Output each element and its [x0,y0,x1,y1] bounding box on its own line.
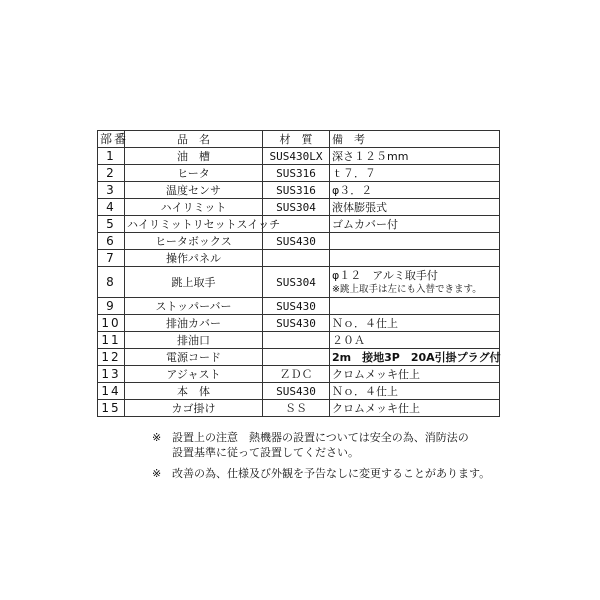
material-cell [263,332,330,349]
material-cell: ＳＳ [263,400,330,417]
header-remarks: 備 考 [330,131,500,148]
remarks-cell [330,383,500,400]
table-row [98,148,500,165]
remarks-cell [330,250,500,267]
part-name-cell: 電源コード [125,349,263,366]
footnote [152,430,552,460]
table-row [98,216,500,233]
part-name-cell: カゴ掛け [125,400,263,417]
material-cell: SUS430 [263,233,330,250]
part-number-cell: 8 [98,267,125,298]
reference-mark: ※ [152,467,162,480]
material-cell: SUS430 [263,298,330,315]
reference-mark: ※ [152,431,162,444]
part-name-cell: アジャスト [125,366,263,383]
parts-table-body [98,148,500,417]
table-row [98,366,500,383]
header-material: 材 質 [263,131,330,148]
footnote-line: 改善の為、仕様及び外観を予告なしに変更することがあります。 [172,467,491,480]
remarks-cell [330,366,500,383]
part-number-cell: 2 [98,165,125,182]
table-row [98,233,500,250]
remarks-line: 液体膨張式 [332,200,387,214]
material-cell: ＺＤＣ [263,366,330,383]
remarks-line: φ１２ アルミ取手付 [332,269,438,282]
material-cell: SUS430LX [263,148,330,165]
remarks-line: ※跳上取手は左にも入替できます。 [332,284,482,295]
table-row [98,400,500,417]
remarks-line: クロムメッキ仕上 [332,367,420,381]
part-number-cell: 9 [98,298,125,315]
remarks-line: Ｎｏ．４仕上 [332,384,398,398]
header-part-name: 品 名 [125,131,263,148]
part-number-cell: 14 [98,383,125,400]
remarks-line: ゴムカバー付 [332,217,398,231]
part-number-cell: 12 [98,349,125,366]
table-row [98,199,500,216]
remarks-cell [330,315,500,332]
part-number-cell: 15 [98,400,125,417]
parts-table [97,130,500,417]
table-row [98,298,500,315]
part-number-cell: 4 [98,199,125,216]
part-name-cell: 温度センサ [125,182,263,199]
table-row [98,315,500,332]
material-cell [263,250,330,267]
remarks-line: φ３．２ [332,183,373,197]
remarks-cell [330,199,500,216]
part-name-cell: ハイリミットリセットスイッチ [125,216,263,233]
remarks-cell [330,216,500,233]
part-name-cell: 排油カバー [125,315,263,332]
footnote [152,466,552,481]
remarks-cell [330,332,500,349]
part-number-cell: 3 [98,182,125,199]
remarks-cell [330,349,500,366]
part-name-cell: 排油口 [125,332,263,349]
part-name-cell: 操作パネル [125,250,263,267]
part-number-cell: 6 [98,233,125,250]
part-name-cell: ヒータボックス [125,233,263,250]
part-number-cell: 13 [98,366,125,383]
header-part-number: 部番 [98,131,125,148]
remarks-cell [330,298,500,315]
remarks-line: 深さ１２５mm [332,149,409,163]
part-number-cell: 5 [98,216,125,233]
table-header-row [98,131,500,148]
table-row [98,182,500,199]
material-cell: SUS430 [263,315,330,332]
part-name-cell: 本 体 [125,383,263,400]
remarks-cell [330,233,500,250]
footnote-line: 設置上の注意 熱機器の設置については安全の為、消防法の [172,431,469,444]
part-name-cell: ハイリミット [125,199,263,216]
material-cell [263,349,330,366]
remarks-line: 2m 接地3P 20A引掛プラグ付 [332,350,501,364]
remarks-cell [330,400,500,417]
part-name-cell: ストッパーバー [125,298,263,315]
table-row [98,383,500,400]
remarks-line: クロムメッキ仕上 [332,401,420,415]
table-row [98,349,500,366]
part-name-cell: 油 槽 [125,148,263,165]
material-cell: SUS430 [263,383,330,400]
footnote-line: 設置基準に従って設置してください。 [172,446,359,459]
part-number-cell: 1 [98,148,125,165]
table-row [98,165,500,182]
part-number-cell: 11 [98,332,125,349]
remarks-cell [330,267,500,298]
remarks-line: ｔ７．７ [332,166,376,180]
notes-section [152,430,552,487]
table-row [98,332,500,349]
table-row [98,267,500,298]
remarks-cell [330,165,500,182]
remarks-cell [330,148,500,165]
part-number-cell: 7 [98,250,125,267]
part-name-cell: ヒータ [125,165,263,182]
part-number-cell: 10 [98,315,125,332]
material-cell: SUS316 [263,165,330,182]
remarks-cell [330,182,500,199]
part-name-cell: 跳上取手 [125,267,263,298]
material-cell: SUS304 [263,267,330,298]
remarks-line: Ｎｏ．４仕上 [332,316,398,330]
material-cell: SUS316 [263,182,330,199]
remarks-line: ２０Ａ [332,333,365,347]
material-cell: SUS304 [263,199,330,216]
table-row [98,250,500,267]
